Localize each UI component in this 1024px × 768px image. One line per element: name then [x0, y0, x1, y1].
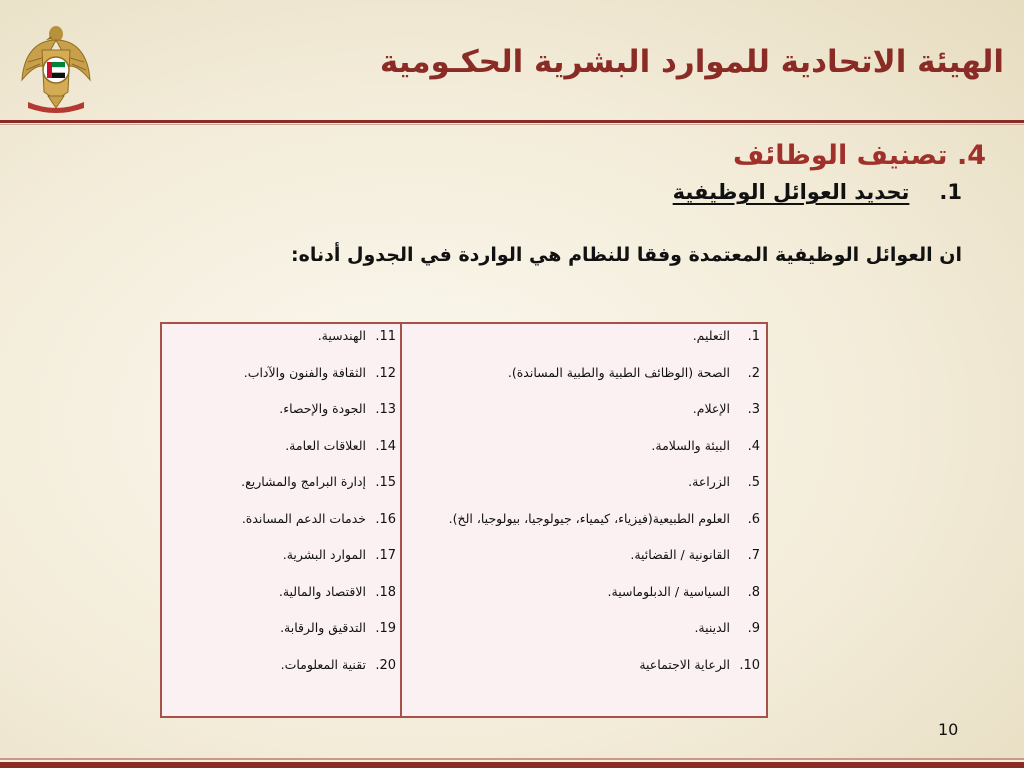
item-text: خدمات الدعم المساندة.: [241, 510, 366, 526]
item-text: السياسية / الدبلوماسية.: [607, 583, 730, 599]
item-number: 20.: [375, 657, 396, 673]
item-number: 11.: [375, 329, 396, 344]
header-divider-thin: [0, 124, 1024, 125]
list-item: [162, 657, 396, 694]
table-column-right: [400, 324, 766, 716]
list-item: [162, 620, 396, 657]
item-text: الثقافة والفنون والآداب.: [243, 364, 366, 380]
list-item: [402, 474, 760, 511]
item-text: إدارة البرامج والمشاريع.: [241, 474, 366, 489]
item-number: 5.: [747, 475, 760, 490]
item-text: الصحة (الوظائف الطبية والطبية المساندة).: [507, 364, 730, 380]
page-number: 10: [938, 720, 959, 739]
header-divider: [0, 120, 1024, 123]
footer-divider: [0, 758, 1024, 768]
item-number: 10.: [739, 657, 760, 673]
list-item: [162, 438, 396, 475]
item-text: القانونية / القضائية.: [630, 547, 730, 562]
item-text: تقنية المعلومات.: [280, 656, 366, 672]
list-item: [402, 657, 760, 694]
item-number: 4.: [747, 438, 760, 454]
item-text: البيئة والسلامة.: [651, 437, 730, 453]
item-text: الجودة والإحصاء.: [279, 401, 366, 416]
item-text: الموارد البشرية.: [282, 547, 366, 562]
item-number: 19.: [375, 621, 396, 636]
item-number: 3.: [747, 402, 760, 417]
table-column-left: [162, 324, 400, 716]
subtitle-number: 1.: [939, 180, 962, 204]
list-item: [402, 401, 760, 438]
list-item: [402, 365, 760, 402]
item-number: 15.: [375, 475, 396, 490]
list-item: [402, 547, 760, 584]
item-number: 16.: [375, 511, 396, 527]
item-number: 2.: [747, 365, 760, 381]
item-text: الإعلام.: [692, 401, 730, 416]
subtitle-text: تحديد العوائل الوظيفية: [672, 180, 910, 204]
list-item: [162, 474, 396, 511]
uae-emblem-icon: [18, 22, 94, 114]
item-number: 8.: [747, 584, 760, 600]
item-text: الدينية.: [694, 620, 730, 635]
subtitle: [673, 180, 962, 204]
item-number: 7.: [747, 548, 760, 563]
item-number: 9.: [747, 621, 760, 636]
list-item: [162, 511, 396, 548]
item-text: الزراعة.: [688, 474, 730, 489]
section-title: 4. تصنيف الوظائف: [733, 140, 986, 171]
item-text: التدقيق والرقابة.: [280, 620, 366, 635]
list-item: [162, 584, 396, 621]
slide-header: [0, 0, 1024, 120]
list-item: [402, 511, 760, 548]
item-number: 18.: [375, 584, 396, 600]
list-item: [162, 401, 396, 438]
list-item: [402, 328, 760, 365]
item-number: 13.: [375, 402, 396, 417]
item-number: 14.: [375, 438, 396, 454]
item-text: الرعاية الاجتماعية: [639, 656, 730, 672]
list-item: [402, 620, 760, 657]
job-families-table: [160, 322, 768, 718]
item-text: الاقتصاد والمالية.: [278, 583, 366, 599]
item-number: 6.: [747, 511, 760, 527]
list-item: [402, 438, 760, 475]
item-number: 17.: [375, 548, 396, 563]
list-item: [162, 365, 396, 402]
item-text: التعليم.: [692, 328, 730, 343]
list-item: [162, 328, 396, 365]
item-text: العلاقات العامة.: [285, 437, 366, 453]
item-number: 1.: [747, 329, 760, 344]
organization-title: الهيئة الاتحادية للموارد البشرية الحكـومية: [379, 44, 1004, 80]
intro-paragraph: ان العوائل الوظيفية المعتمدة وفقا للنظام هي الواردة في الجدول أدناه:: [291, 244, 962, 266]
item-text: الهندسية.: [317, 328, 366, 343]
list-item: [162, 547, 396, 584]
list-item: [402, 584, 760, 621]
item-text: العلوم الطبيعية(فيزياء، كيمياء، جيولوجيا، بيولوجيا، الخ).: [448, 510, 730, 526]
item-number: 12.: [375, 365, 396, 381]
